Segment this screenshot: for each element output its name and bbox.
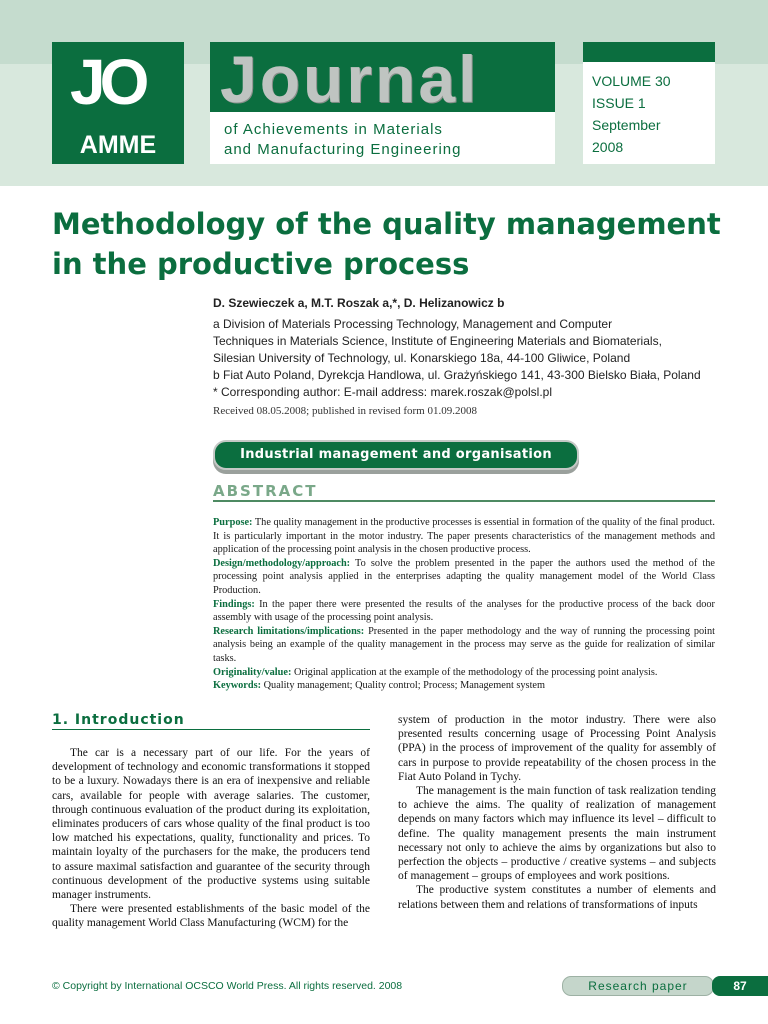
page-number — [712, 976, 768, 996]
left-column — [52, 746, 370, 931]
journal-title-block — [210, 42, 555, 116]
issue: ISSUE 1 — [592, 95, 646, 111]
issue-info-bar — [583, 42, 715, 62]
paper-type-text: Research paper — [588, 979, 688, 993]
corresponding-author: * Corresponding author: E-mail address: marek.roszak@polsl.pl — [213, 385, 552, 399]
abstract-design — [213, 557, 715, 598]
section-label-text: Industrial management and organisation — [240, 447, 552, 462]
intro-rule — [52, 729, 370, 730]
research-label: Research limitations/implications: — [213, 625, 365, 637]
affiliation-a-line1: a Division of Materials Processing Technology, Management and Computer — [213, 317, 613, 331]
page-number-text: 87 — [733, 979, 747, 993]
intro-paragraph-2: There were presented establishments of the basic model of the quality management World Class Manufacturing (WCM) for the — [52, 903, 370, 930]
findings-label: Findings: — [213, 598, 255, 610]
year: 2008 — [592, 139, 624, 155]
research-text: Presented in the paper methodology and the way of running the processing point analysis being an example of the quality management in the process may serve as the guide for realization of similar tasks. — [213, 625, 715, 664]
affiliation-a-line3: Silesian University of Technology, ul. Konarskiego 18a, 44-100 Gliwice, Poland — [213, 351, 631, 365]
intro-paragraph-1: The car is a necessary part of our life. For the years of development of technology and economic transformations it stopped to be a luxury. Nowadays there is an era of inexpensive and reliable cars, available for people with average salaries. The customer, through continuous evaluation of the product during its exploitation, eliminates producers of cars whose quality of the final product is too low matched his expectations, quality, functionality and prices. To maintain loyalty of the purchasers for the make, the producers tend to assure maximal satisfaction and guarantee of the security through continuous development of the productive systems using suitable manager instruments. — [52, 747, 370, 902]
abstract-purpose — [213, 516, 715, 557]
design-text: To solve the problem presented in the paper the authors used the method of the processing point analysis applied in the enterprises adapting the quality management model of the World Class Production. — [213, 557, 715, 596]
copyright: © Copyright by International OCSCO World Press. All rights reserved. 2008 — [52, 980, 403, 992]
abstract-research — [213, 625, 715, 666]
received-date: Received 08.05.2008; published in revised form 01.09.2008 — [213, 405, 477, 417]
jamme-logo — [52, 42, 184, 164]
paper-type-badge — [562, 976, 714, 996]
issue-info-text — [592, 70, 671, 158]
issue-info — [583, 42, 715, 164]
journal-subtitle-line1: of Achievements in Materials — [224, 121, 443, 138]
right-paragraph-1: system of production in the motor industry. There were also presented results concerning usage of Processing Point Analysis (PPA) in the process of improvement of the quality for assembly of cars in purpose to provide repeatability of the chosen process in the Fiat Auto Poland in Tychy. — [398, 714, 716, 783]
abstract-keywords — [213, 679, 715, 693]
intro-heading: 1. Introduction — [52, 712, 185, 728]
logo-mark: JO — [70, 46, 144, 118]
section-label — [213, 440, 579, 470]
right-paragraph-3: The productive system constitutes a number of elements and relations between them and relations of transformations of inputs — [398, 884, 716, 911]
abstract-rule — [213, 500, 715, 502]
journal-subtitle — [224, 120, 461, 160]
originality-label: Originality/value: — [213, 666, 292, 678]
abstract-findings — [213, 598, 715, 625]
journal-subtitle-line2: and Manufacturing Engineering — [224, 141, 462, 158]
abstract-body — [213, 516, 715, 693]
findings-text: In the paper there were presented the results of the analyses for the productive process of the back door assembly with usage of the processing point analysis. — [213, 598, 715, 624]
month: September — [592, 117, 661, 133]
abstract-heading: ABSTRACT — [213, 482, 318, 500]
article-title: Methodology of the quality management in the productive process — [52, 207, 721, 281]
right-paragraph-2: The management is the main function of task realization tending to achieve the aims. The quality of realization of management depends on many factors which may influence its level – difficult to define. The quality management presents the main instrument necessary not only to achieve the aims by organizations but also to perfection the objects – productive / creative systems – and subjects of management – groups of employees and work positions. — [398, 785, 716, 883]
abstract-originality — [213, 666, 715, 680]
authors: D. Szewieczek a, M.T. Roszak a,*, D. Helizanowicz b — [213, 296, 505, 310]
purpose-text: The quality management in the productive processes is essential in formation of the quality of the final product. It is particularly important in the motor industry. The paper presents characteristics of the management methods and application of the processing point analysis in the chosen productive process. — [213, 517, 715, 556]
logo-text: AMME — [79, 131, 157, 159]
keywords-text: Quality management; Quality control; Process; Management system — [261, 680, 546, 692]
volume: VOLUME 30 — [592, 73, 671, 89]
keywords-label: Keywords: — [213, 680, 262, 692]
right-column — [398, 713, 716, 912]
design-label: Design/methodology/approach: — [213, 557, 351, 569]
journal-word: Journal — [220, 42, 480, 116]
originality-text: Original application at the example of the methodology of the processing point analysis. — [291, 666, 658, 678]
affiliation-a-line2: Techniques in Materials Science, Institute of Engineering Materials and Biomaterials, — [213, 334, 662, 348]
journal-masthead — [210, 42, 555, 164]
affiliation-b: b Fiat Auto Poland, Dyrekcja Handlowa, ul. Grażyńskiego 141, 43-300 Bielsko Biała, Poland — [213, 368, 701, 382]
purpose-label: Purpose: — [213, 517, 253, 528]
affiliations — [213, 316, 733, 401]
